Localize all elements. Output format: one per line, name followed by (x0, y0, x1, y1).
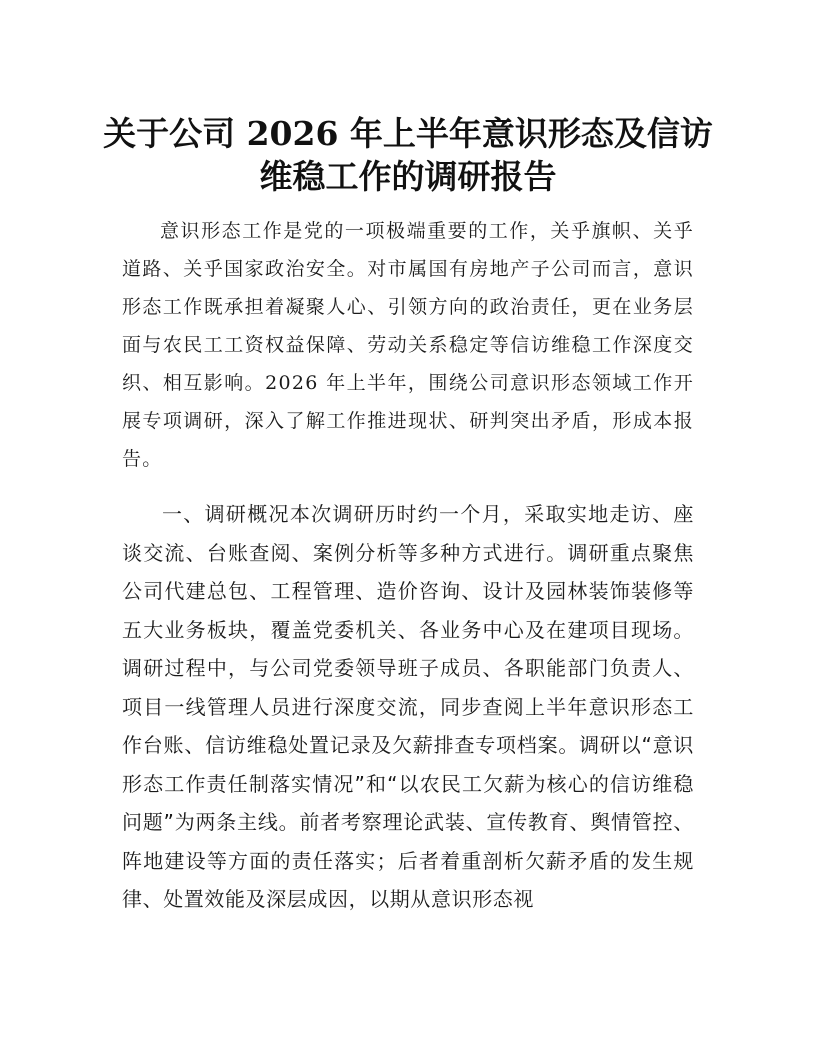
section-one-paragraph: 一、调研概况本次调研历时约一个月，采取实地走访、座谈交流、台账查阅、案例分析等多种方式进行。调研重点聚焦公司代建总包、工程管理、造价咨询、设计及园林装饰装修等五大业务板块，覆盖党委机关、各业务中心及在建项目现场。调研过程中，与公司党委领导班子成员、各职能部门负责人、项目一线管理人员进行深度交流，同步查阅上半年意识形态工作台账、信访维稳处置记录及欠薪排查专项档案。调研以“意识形态工作责任制落实情况”和“以农民工欠薪为核心的信访维稳问题”为两条主线。前者考察理论武装、宣传教育、舆情管控、阵地建设等方面的责任落实；后者着重剖析欠薪矛盾的发生规律、处置效能及深层成因，以期从意识形态视 (122, 502, 694, 911)
intro-paragraph: 意识形态工作是党的一项极端重要的工作，关乎旗帜、关乎道路、关乎国家政治安全。对市属国有房地产子公司而言，意识形态工作既承担着凝聚人心、引领方向的政治责任，更在业务层面与农民工工资权益保障、劳动关系稳定等信访维稳工作深度交织、相互影响。2026 年上半年，围绕公司意识形态领域工作开展专项调研，深入了解工作推进现状、研判突出矛盾，形成本报告。 (122, 220, 694, 470)
report-title: 关于公司 2026 年上半年意识形态及信访维稳工作的调研报告 (103, 114, 713, 196)
